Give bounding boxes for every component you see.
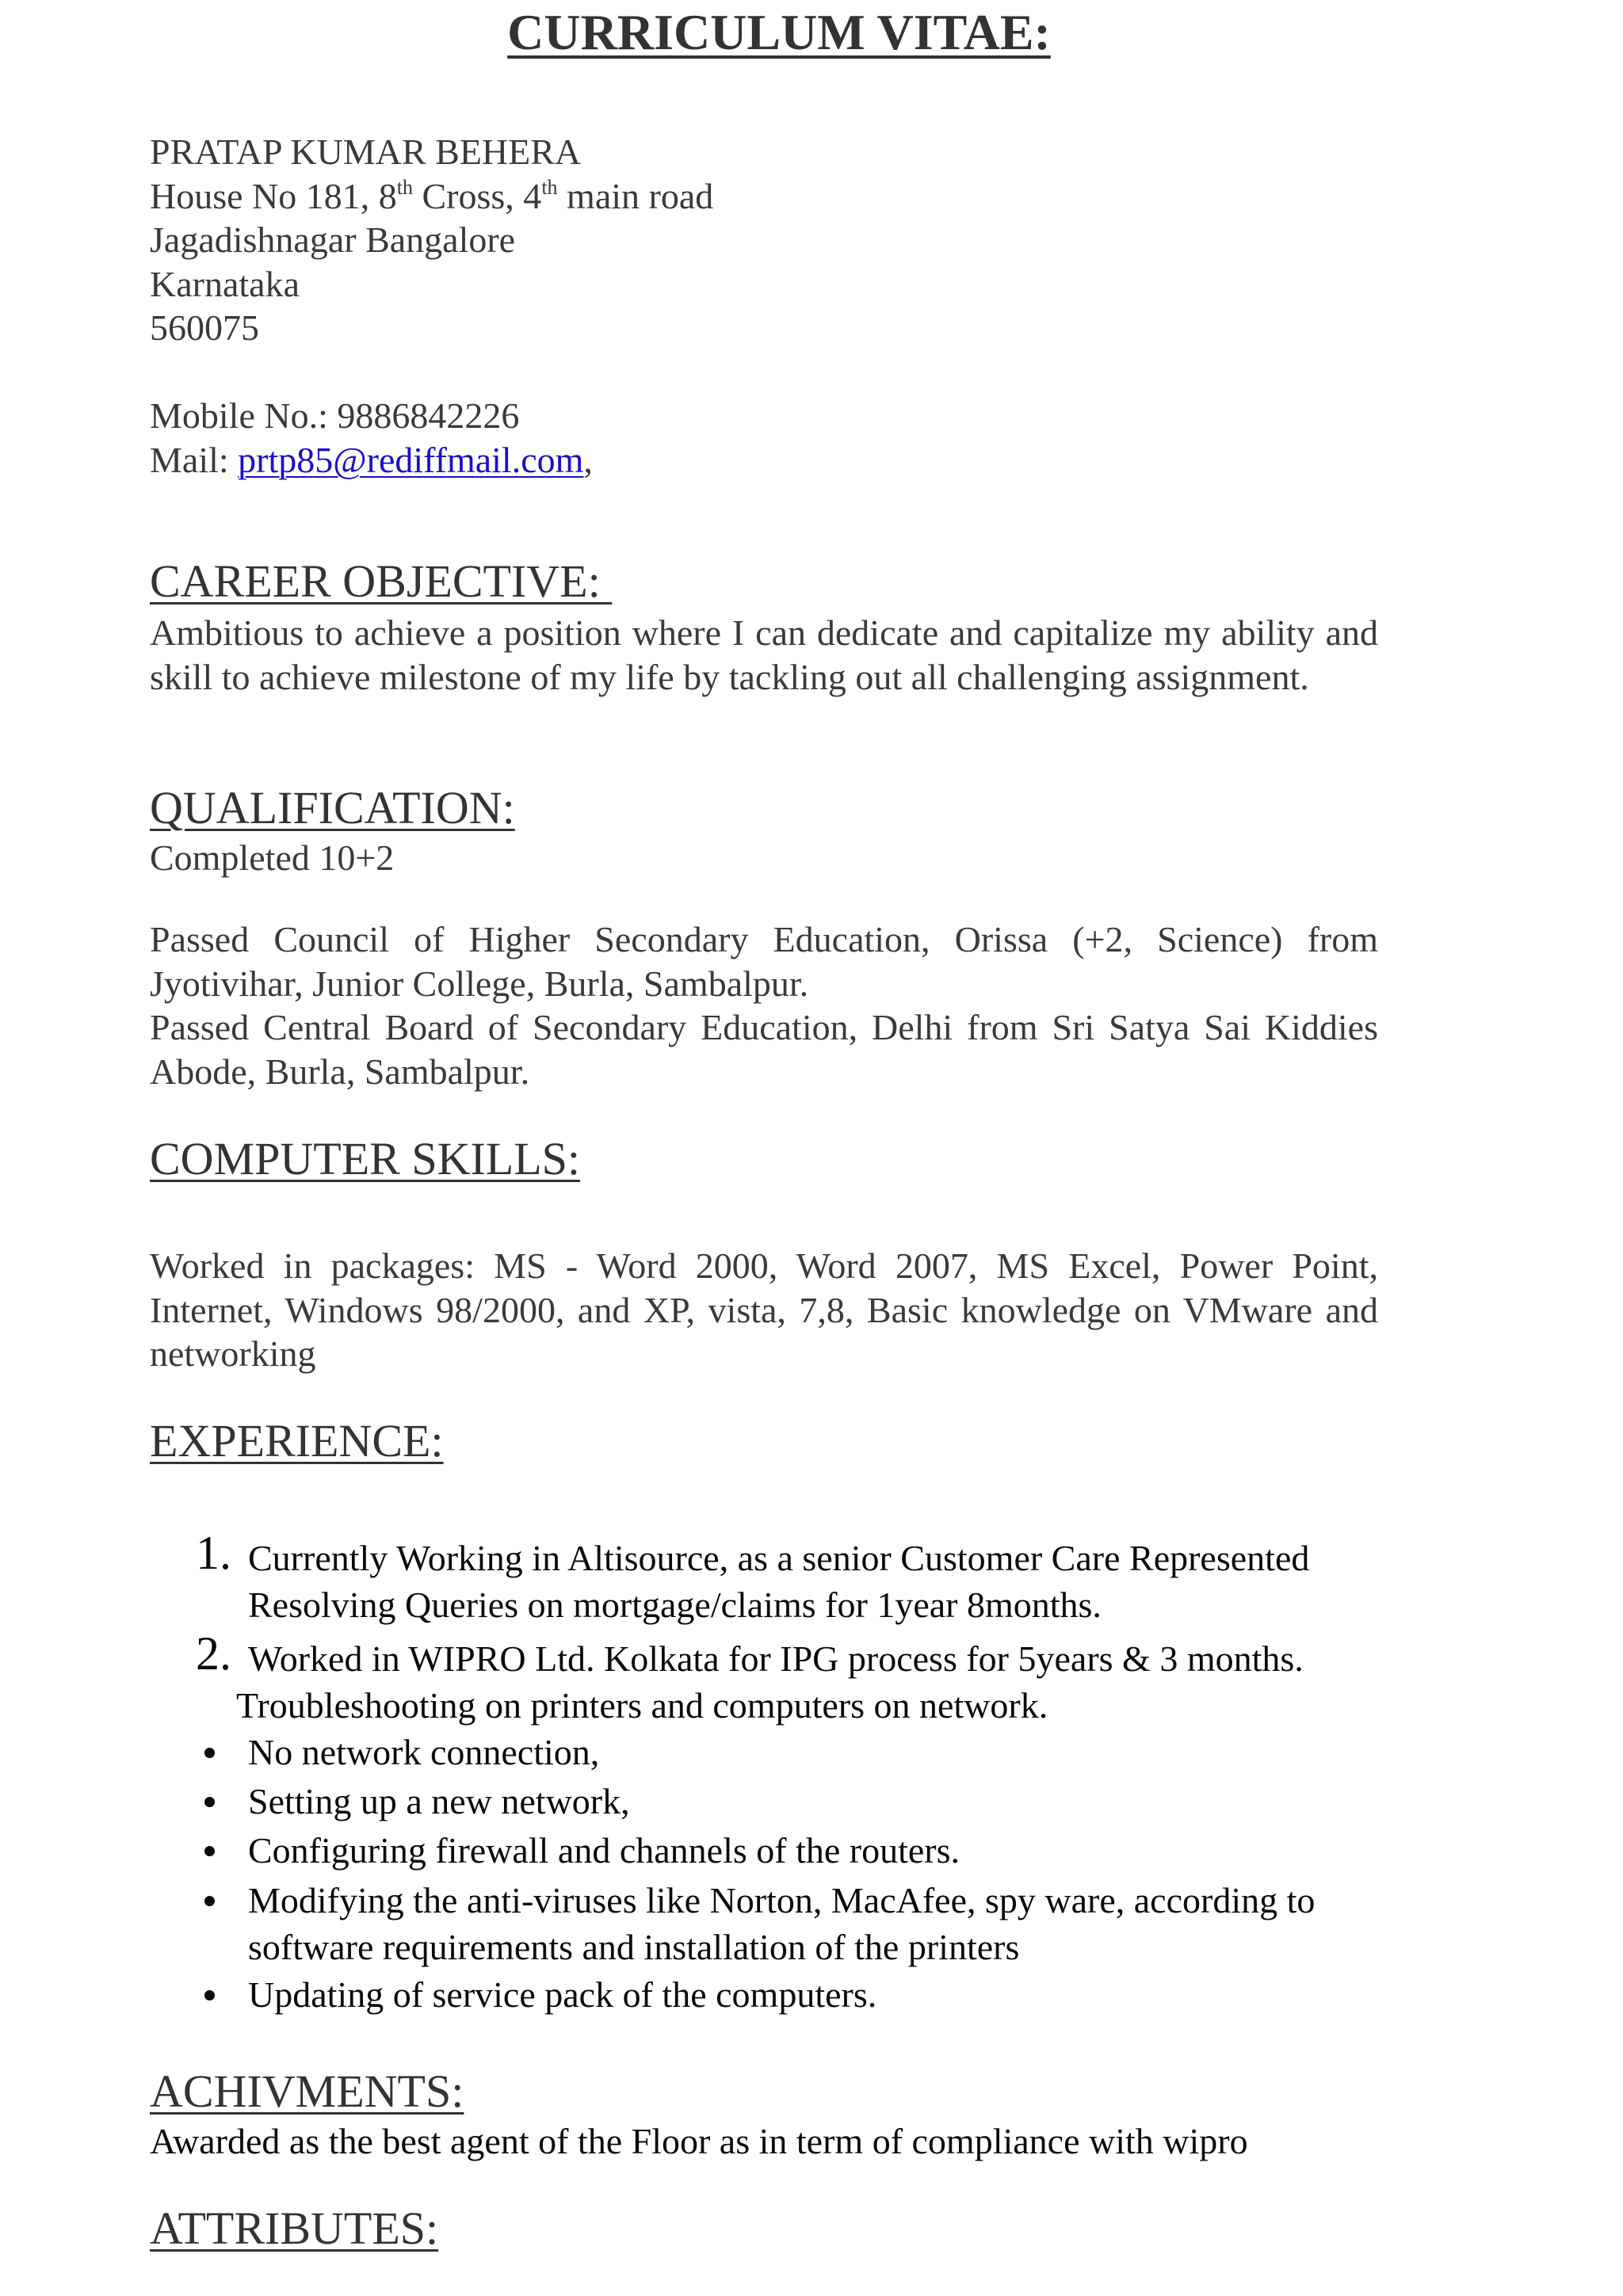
bullet-dot <box>204 1797 215 1807</box>
computer-skills-heading: COMPUTER SKILLS: <box>150 1133 581 1184</box>
experience-section <box>150 1413 1378 1469</box>
experience-number: 1. <box>196 1527 231 1579</box>
bullet-dot <box>204 1990 215 2000</box>
experience-number: 2. <box>196 1627 231 1680</box>
qualification-item: Passed Council of Higher Secondary Education, Orissa (+2, Science) from Jyotivihar, Junior College, Burla, Sambalpur. <box>150 919 1378 1004</box>
contact-name: PRATAP KUMAR BEHERA <box>150 132 582 172</box>
contact-mobile: Mobile No.: 9886842226 <box>150 395 520 436</box>
contact-address-line-4: 560075 <box>150 307 259 348</box>
qualification-completed-block <box>150 836 1378 880</box>
experience-item-line: Currently Working in Altisource, as a senior Customer Care Represented <box>248 1538 1310 1578</box>
mail-link[interactable]: prtp85@rediffmail.com <box>238 439 584 480</box>
bullet-dot <box>204 1846 215 1856</box>
address-part: House No 181, 8 <box>150 175 397 216</box>
qualification-completed: Completed 10+2 <box>150 837 395 878</box>
achievements-body <box>150 2119 1378 2164</box>
bullet-dot <box>204 1896 215 1906</box>
address-superscript: th <box>396 175 413 199</box>
qualification-item: Passed Central Board of Secondary Education, Delhi from Sri Satya Sai Kiddies Abode, Burla, Sambalpur. <box>150 1007 1378 1092</box>
achievements-text: Awarded as the best agent of the Floor as in term of compliance with wipro <box>150 2121 1248 2161</box>
document-title: CURRICULUM VITAE: <box>507 4 1051 60</box>
address-part: main road <box>557 175 714 216</box>
achievements-heading: ACHIVMENTS: <box>150 2065 464 2117</box>
experience-bullet-text: software requirements and installation of the printers <box>248 1927 1020 1967</box>
experience-item-line: Troubleshooting on printers and computers on network. <box>236 1685 1048 1726</box>
experience-bullet-text: No network connection, <box>248 1732 600 1772</box>
attributes-section <box>150 2201 1378 2256</box>
experience-heading: EXPERIENCE: <box>150 1415 444 1466</box>
experience-item-line: Resolving Queries on mortgage/claims for 1year 8months. <box>248 1585 1102 1625</box>
career-objective-body <box>150 611 1378 699</box>
career-objective-heading: CAREER OBJECTIVE: <box>150 555 613 607</box>
experience-bullet-text: Modifying the anti-viruses like Norton, MacAfee, spy ware, according to <box>248 1880 1316 1920</box>
experience-bullet-text: Updating of service pack of the computers. <box>248 1974 877 2015</box>
computer-skills-text: Worked in packages: MS - Word 2000, Word 2007, MS Excel, Power Point, Internet, Windows 98/2000, and XP, vista, 7,8, Basic knowledge on VMware and networking <box>150 1245 1378 1374</box>
achievements-section <box>150 2064 1378 2119</box>
contact-address-line-3: Karnataka <box>150 263 300 304</box>
computer-skills-section <box>150 1131 1378 1187</box>
contact-address-line-2: Jagadishnagar Bangalore <box>150 219 516 260</box>
career-objective-text: Ambitious to achieve a position where I can dedicate and capitalize my ability and skill to achieve milestone of my life by tackling out all challenging assignment. <box>150 612 1378 697</box>
address-superscript: th <box>541 175 558 199</box>
address-part: Cross, 4 <box>413 175 542 216</box>
experience-bullet-text: Setting up a new network, <box>248 1781 630 1821</box>
attributes-heading: ATTRIBUTES: <box>150 2203 439 2254</box>
qualification-section <box>150 780 1378 836</box>
career-objective-section <box>150 554 1378 609</box>
computer-skills-body <box>150 1244 1378 1376</box>
contact-details <box>150 394 1378 482</box>
qualification-items <box>150 917 1378 1093</box>
qualification-heading: QUALIFICATION: <box>150 782 515 833</box>
contact-block <box>150 130 1378 350</box>
experience-item-line: Worked in WIPRO Ltd. Kolkata for IPG process for 5years & 3 months. <box>248 1638 1304 1679</box>
mail-suffix: , <box>583 439 593 480</box>
contact-mail <box>150 438 1378 482</box>
bullet-dot <box>204 1748 215 1758</box>
mail-label: Mail: <box>150 439 239 480</box>
experience-bullet-text: Configuring firewall and channels of the routers. <box>248 1830 960 1871</box>
contact-address-line-1 <box>150 174 1378 219</box>
